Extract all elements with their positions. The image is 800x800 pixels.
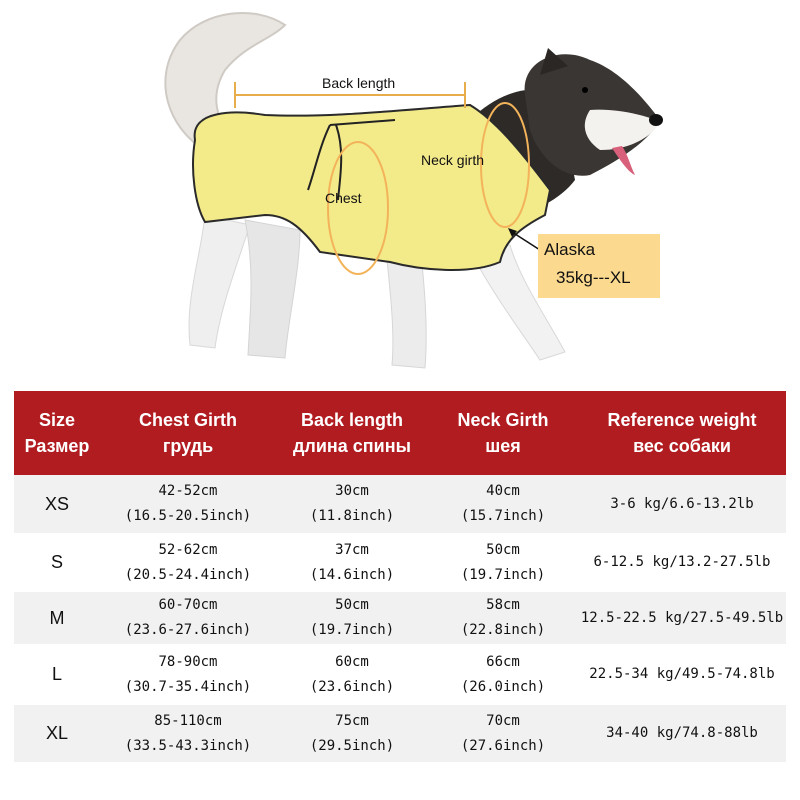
dog-illustration bbox=[0, 0, 800, 390]
neck-cell: 50cm (19.7inch) bbox=[428, 535, 578, 592]
chest-cell: 42-52cm (16.5-20.5inch) bbox=[100, 475, 276, 535]
back-cell: 60cm (23.6inch) bbox=[276, 646, 428, 705]
callout-breed: Alaska bbox=[544, 240, 596, 259]
neck-girth-label: Neck girth bbox=[421, 152, 485, 168]
header-reference-weight: Reference weight вес собаки bbox=[578, 391, 786, 475]
header-neck-girth: Neck Girth шея bbox=[428, 391, 578, 475]
chest-cell: 85-110cm (33.5-43.3inch) bbox=[100, 705, 276, 764]
size-example-callout bbox=[538, 234, 660, 298]
chest-cell: 60-70cm (23.6-27.6inch) bbox=[100, 592, 276, 646]
callout-size: 35kg---XL bbox=[556, 268, 631, 287]
size-cell: S bbox=[14, 535, 100, 592]
size-cell: XS bbox=[14, 475, 100, 535]
dog-nose bbox=[649, 114, 663, 126]
dog-eye bbox=[582, 87, 588, 93]
back-cell: 75cm (29.5inch) bbox=[276, 705, 428, 764]
size-cell: XL bbox=[14, 705, 100, 764]
table-row bbox=[14, 535, 786, 592]
weight-cell: 3-6 kg/6.6-13.2lb bbox=[578, 475, 786, 535]
size-cell: M bbox=[14, 592, 100, 646]
neck-cell: 40cm (15.7inch) bbox=[428, 475, 578, 535]
chest-label: Chest bbox=[325, 190, 362, 206]
table-row bbox=[14, 475, 786, 535]
header-back-length: Back length длина спины bbox=[276, 391, 428, 475]
neck-cell: 58cm (22.8inch) bbox=[428, 592, 578, 646]
back-length-label: Back length bbox=[322, 75, 396, 91]
table-row bbox=[14, 646, 786, 705]
weight-cell: 6-12.5 kg/13.2-27.5lb bbox=[578, 535, 786, 592]
size-chart-table bbox=[14, 391, 786, 764]
back-cell: 50cm (19.7inch) bbox=[276, 592, 428, 646]
weight-cell: 22.5-34 kg/49.5-74.8lb bbox=[578, 646, 786, 705]
dog-coat bbox=[193, 105, 550, 270]
table-row bbox=[14, 592, 786, 646]
header-size: Size Размер bbox=[14, 391, 100, 475]
size-cell: L bbox=[14, 646, 100, 705]
chest-cell: 52-62cm (20.5-24.4inch) bbox=[100, 535, 276, 592]
dog-in-coat-image bbox=[0, 0, 800, 390]
table-header-row bbox=[14, 391, 786, 475]
chest-cell: 78-90cm (30.7-35.4inch) bbox=[100, 646, 276, 705]
weight-cell: 34-40 kg/74.8-88lb bbox=[578, 705, 786, 764]
callout-pointer bbox=[512, 232, 540, 250]
dog-hind-leg-back bbox=[189, 215, 250, 348]
back-cell: 37cm (14.6inch) bbox=[276, 535, 428, 592]
back-cell: 30cm (11.8inch) bbox=[276, 475, 428, 535]
dog-hind-leg-front bbox=[245, 220, 300, 358]
neck-cell: 70cm (27.6inch) bbox=[428, 705, 578, 764]
table-row bbox=[14, 705, 786, 764]
neck-cell: 66cm (26.0inch) bbox=[428, 646, 578, 705]
weight-cell: 12.5-22.5 kg/27.5-49.5lb bbox=[578, 592, 786, 646]
header-chest-girth: Chest Girth грудь bbox=[100, 391, 276, 475]
